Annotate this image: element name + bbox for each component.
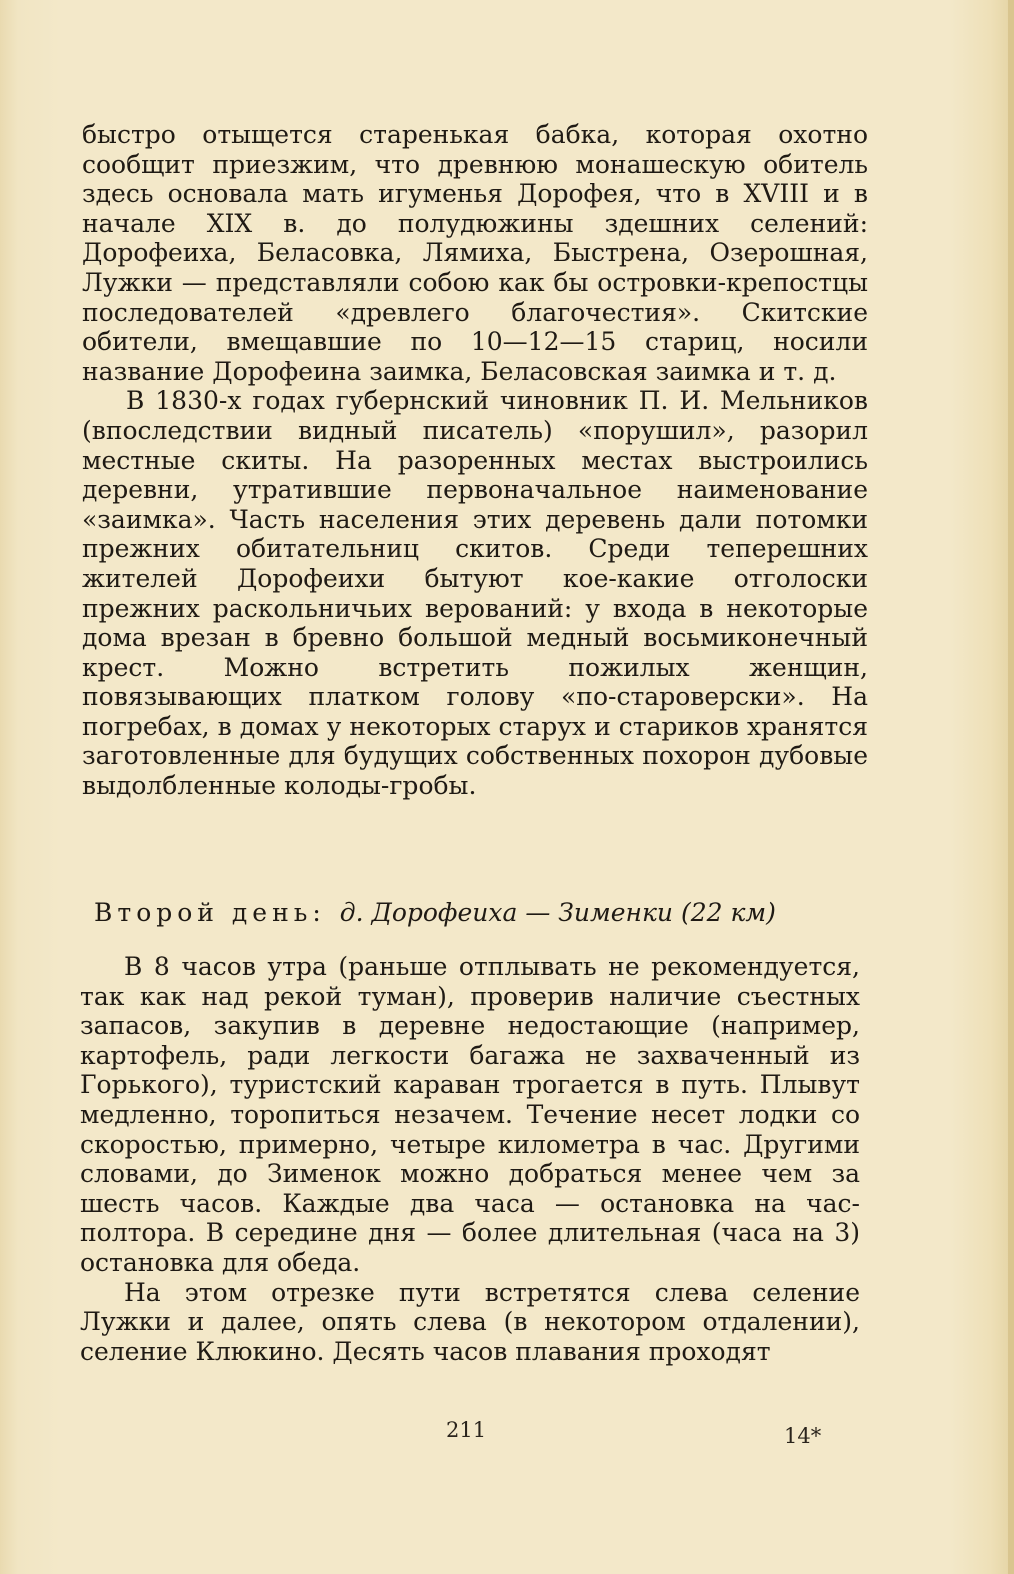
page-number: 211 (446, 1418, 487, 1442)
paragraph: В 8 часов утра (раньше отплывать не рекомендуется, так как над рекой туман), проверив наличие съестных запасов, закупив в деревне недостающие (например, картофель, ради легкости багажа не захваченный из Горького), туристский караван трогается в путь. Плывут медленно, торопиться незачем. Течение несет лодки со скоростью, примерно, четыре километра в час. Другими словами, до Зименок можно добраться менее чем за шесть часов. Каждые два часа — остановка на час-полтора. В середине дня — более длительная (часа на 3) остановка для обеда. (80, 952, 860, 1277)
paragraph: В 1830-х годах губернский чиновник П. И. Мельников (впоследствии видный писатель) «порушил», разорил местные скиты. На разоренных местах выстроились деревни, утратившие первоначальное наименование «заимка». Часть населения этих деревень дали потомки прежних обитательниц скитов. Среди теперешних жителей Дорофеихи бытуют кое-какие отголоски прежних раскольничьих верований: у входа в некоторые дома врезан в бревно большой медный восьмиконечный крест. Можно встретить пожилых женщин, повязывающих платком голову «по-староверски». На погребах, в домах у некоторых старух и стариков хранятся заготовленные для будущих собственных похорон дубовые выдолбленные колоды-гробы. (82, 386, 868, 801)
paragraph: На этом отрезке пути встретятся слева селение Лужки и далее, опять слева (в некотором отдалении), селение Клюкино. Десять часов плавания проходят (80, 1277, 860, 1366)
section-heading (94, 898, 776, 927)
section-label: Второй день: (94, 898, 326, 927)
signature-mark: 14* (784, 1424, 822, 1448)
page-edge (1008, 0, 1014, 1574)
body-text-top (82, 120, 868, 801)
section-route: д. Дорофеиха — Зименки (22 км) (339, 898, 776, 927)
paragraph: быстро отыщется старенькая бабка, которая охотно сообщит приезжим, что древнюю монашескую обитель здесь основала мать игуменья Дорофея, что в XVIII и в начале XIX в. до полудюжины здешних селений: Дорофеиха, Беласовка, Лямиха, Быстрена, Озерошная, Лужки — представляли собою как бы островки-крепостцы последователей «древлего благочестия». Скитские обители, вмещавшие по 10—12—15 стариц, носили название Дорофеина заимка, Беласовская заимка и т. д. (82, 120, 868, 386)
body-text-bottom (80, 952, 860, 1366)
